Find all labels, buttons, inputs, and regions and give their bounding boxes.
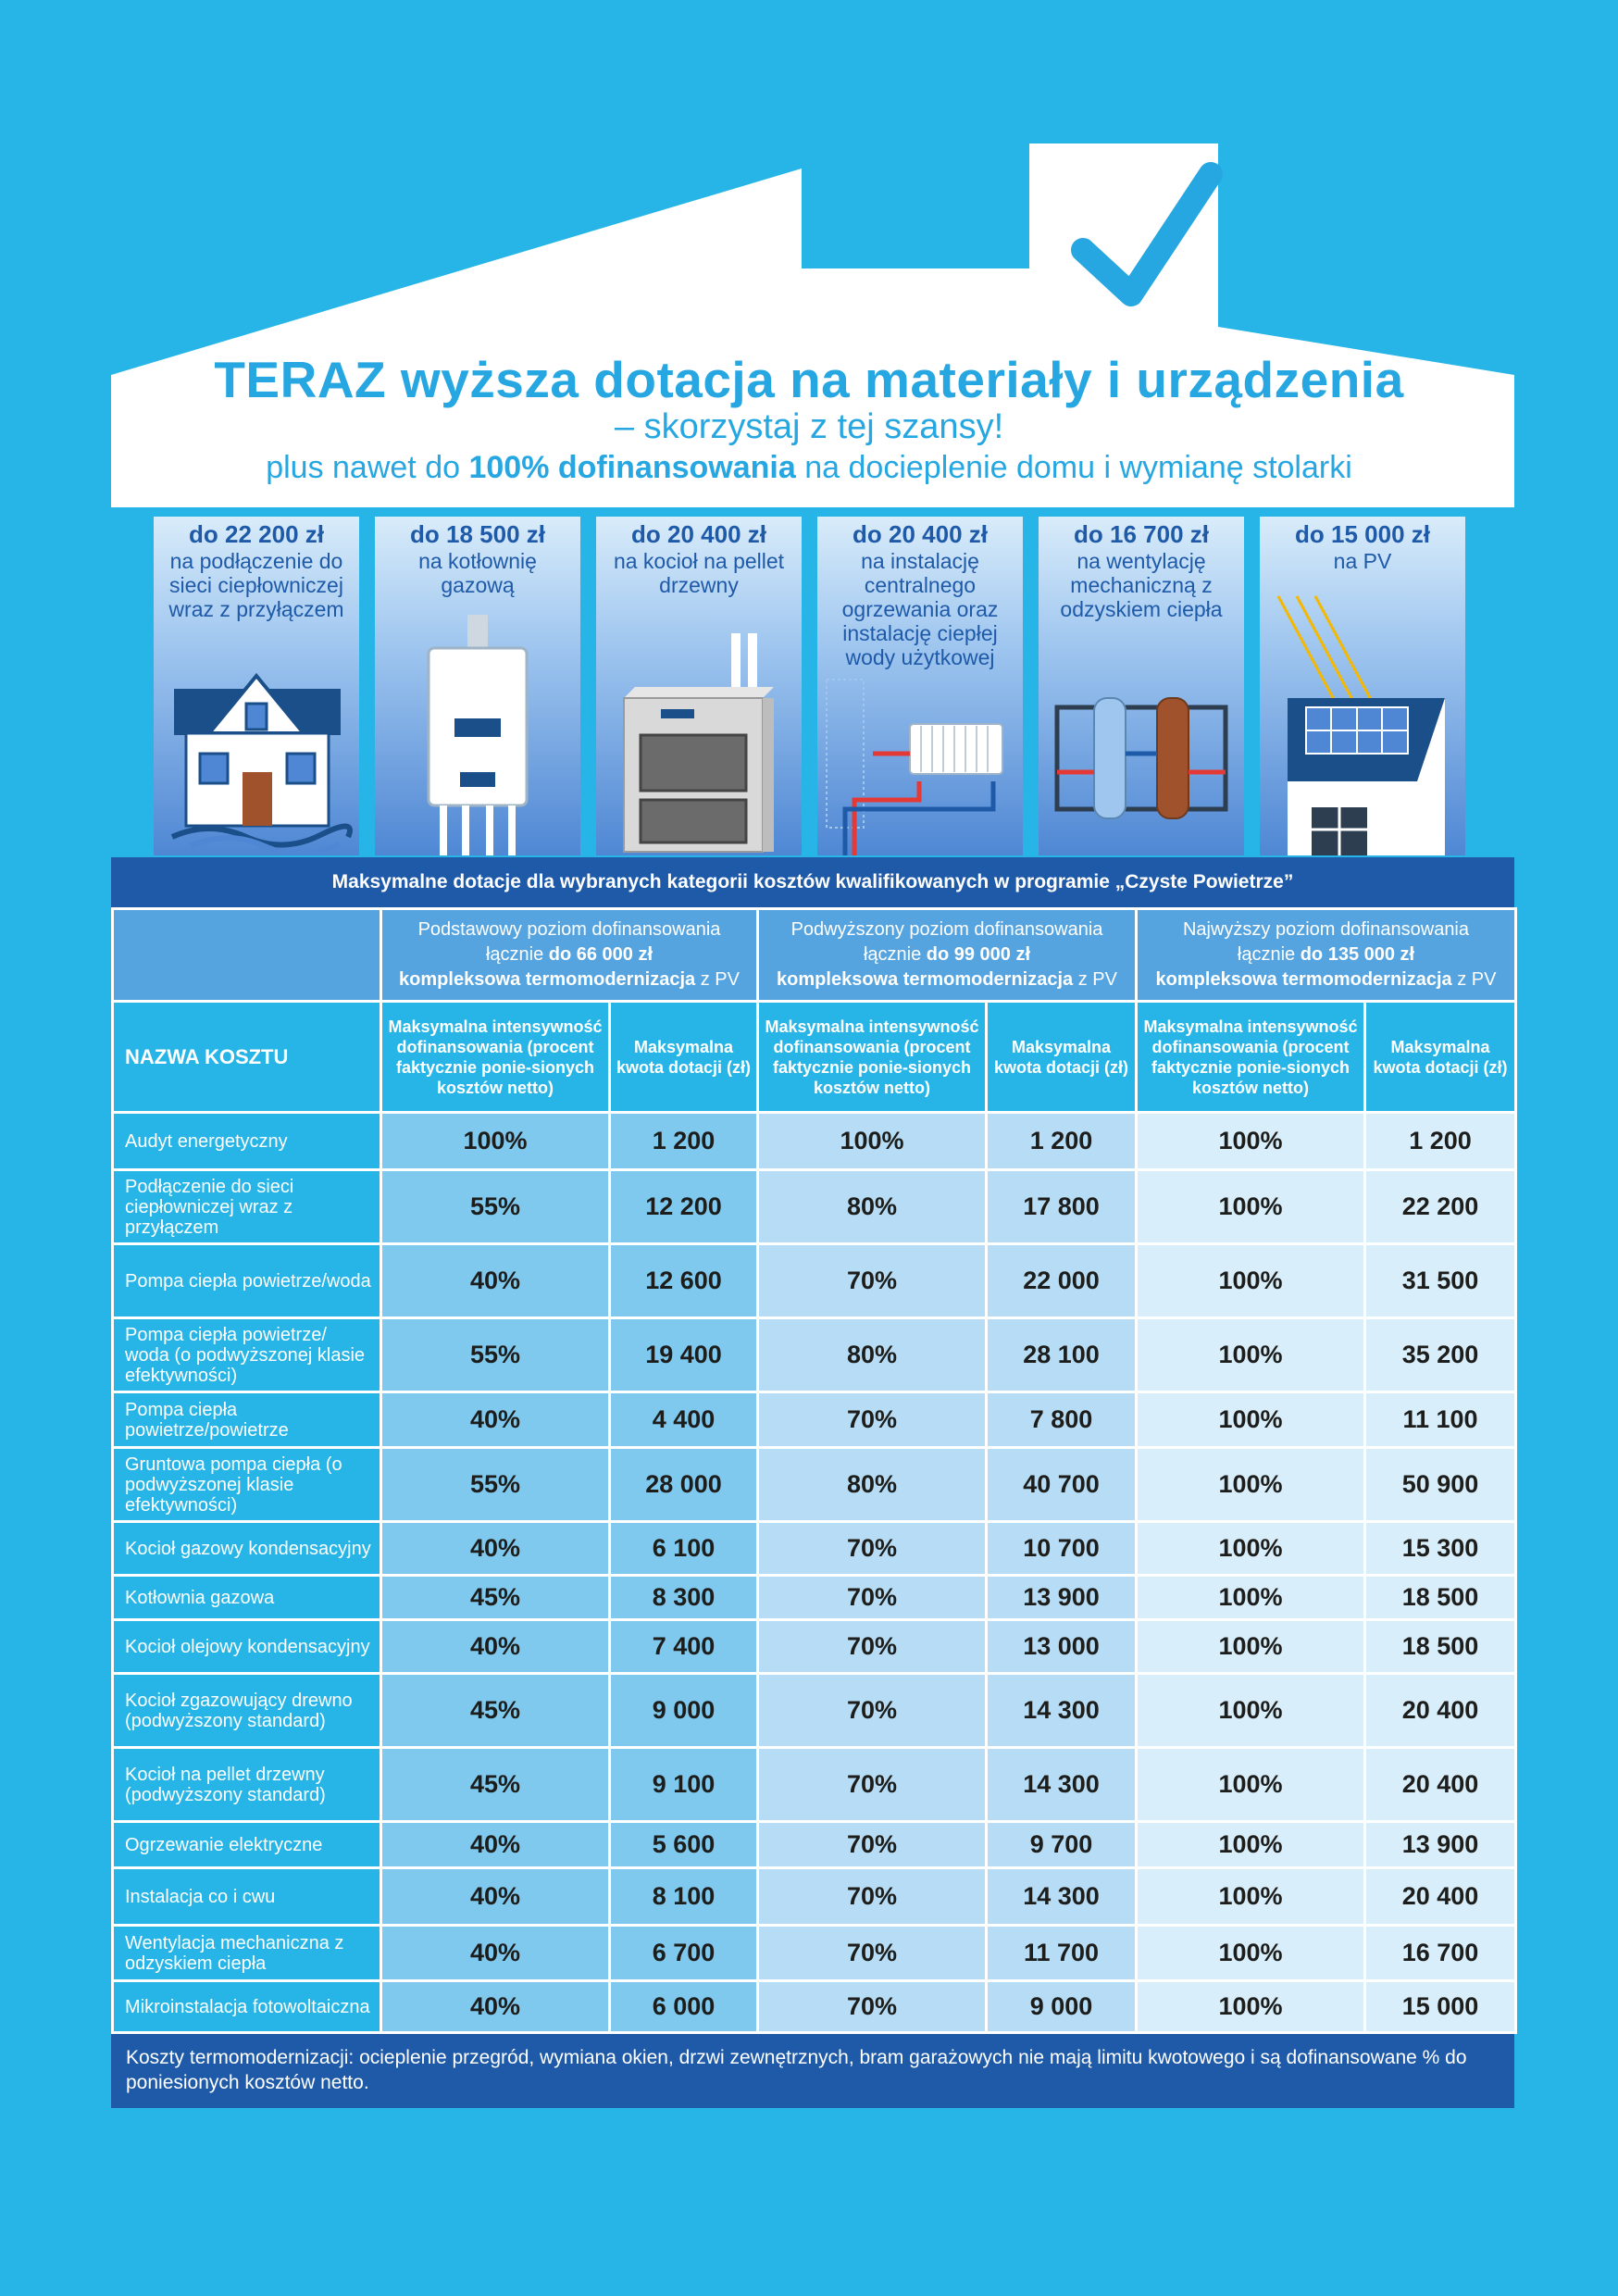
- intensity-cell: 70%: [758, 1748, 987, 1822]
- panel-description: na kocioł na pellet drzewny: [613, 549, 785, 597]
- intensity-cell: 55%: [381, 1318, 610, 1392]
- panel-amount: do 18 500 zł: [410, 520, 545, 548]
- table-row: [113, 1926, 1516, 1981]
- intensity-cell: 100%: [1137, 1170, 1365, 1244]
- intensity-cell: 100%: [1137, 1522, 1365, 1576]
- intensity-cell: 100%: [1137, 1620, 1365, 1674]
- intensity-cell: 70%: [758, 1576, 987, 1620]
- intensity-cell: 45%: [381, 1748, 610, 1822]
- cost-name-cell: Podłączenie do sieci ciepłowniczej wraz z przyłączem: [113, 1170, 381, 1244]
- amount-cell: 31 500: [1365, 1244, 1516, 1318]
- amount-cell: 6 000: [610, 1981, 758, 2033]
- panel-amount: do 20 400 zł: [853, 520, 988, 548]
- amount-cell: 7 400: [610, 1620, 758, 1674]
- amount-cell: 4 400: [610, 1392, 758, 1448]
- amount-cell: 22 000: [987, 1244, 1137, 1318]
- cost-name-cell: Mikroinstalacja fotowoltaiczna: [113, 1981, 381, 2033]
- amount-cell: 28 000: [610, 1448, 758, 1522]
- intensity-cell: 100%: [1137, 1748, 1365, 1822]
- panel-description: na instalację centralnego ogrzewania oraz instalację ciepłej wody użytkowej: [841, 549, 999, 669]
- panel-description: na wentylację mechaniczną z odzyskiem ciepła: [1060, 549, 1223, 621]
- panel-gas-boiler: [375, 517, 580, 855]
- table-footnote: Koszty termomodernizacji: ocieplenie przegród, wymiana okien, drzwi zewnętrznych, bram garażowych nie mają limitu kwotowego i są dofinansowane % do poniesionych kosztów netto.: [111, 2034, 1514, 2108]
- amount-cell: 22 200: [1365, 1170, 1516, 1244]
- cost-name-cell: Ogrzewanie elektryczne: [113, 1822, 381, 1868]
- level-raised-header: Podwyższony poziom dofinansowania łącznie do 99 000 zł kompleksowa termomodernizacja z PV: [758, 909, 1137, 1002]
- cost-name-cell: Audyt energetyczny: [113, 1113, 381, 1170]
- intensity-cell: 45%: [381, 1674, 610, 1748]
- amount-cell: 9 100: [610, 1748, 758, 1822]
- amount-cell: 35 200: [1365, 1318, 1516, 1392]
- intensity-cell: 70%: [758, 1620, 987, 1674]
- panel-district-heating: [154, 517, 359, 855]
- table-row: [113, 1244, 1516, 1318]
- panel-amount: do 22 200 zł: [189, 520, 324, 548]
- gas-boiler-icon: [375, 615, 580, 855]
- intensity-cell: 70%: [758, 1981, 987, 2033]
- intensity-cell: 100%: [381, 1113, 610, 1170]
- intensity-cell: 100%: [1137, 1113, 1365, 1170]
- intensity-cell: 40%: [381, 1822, 610, 1868]
- amount-cell: 16 700: [1365, 1926, 1516, 1981]
- intensity-cell: 100%: [758, 1113, 987, 1170]
- table-row: [113, 1113, 1516, 1170]
- intensity-cell: 100%: [1137, 1674, 1365, 1748]
- intensity-cell: 100%: [1137, 1244, 1365, 1318]
- intensity-cell: 40%: [381, 1620, 610, 1674]
- cost-name-cell: Kocioł gazowy kondensacyjny: [113, 1522, 381, 1576]
- panel-amount: do 20 400 zł: [631, 520, 766, 548]
- intensity-cell: 70%: [758, 1926, 987, 1981]
- amount-cell: 1 200: [987, 1113, 1137, 1170]
- table-row: [113, 1748, 1516, 1822]
- amount-cell: 20 400: [1365, 1748, 1516, 1822]
- amount-cell: 40 700: [987, 1448, 1137, 1522]
- amount-cell: 8 300: [610, 1576, 758, 1620]
- intensity-cell: 70%: [758, 1868, 987, 1926]
- amount-cell: 12 600: [610, 1244, 758, 1318]
- amount-cell: 13 000: [987, 1620, 1137, 1674]
- amount-cell: 6 700: [610, 1926, 758, 1981]
- amount-cell: 11 100: [1365, 1392, 1516, 1448]
- table-body: [113, 1113, 1516, 2033]
- house-icon: [154, 661, 359, 855]
- cost-name-cell: Kotłownia gazowa: [113, 1576, 381, 1620]
- intensity-cell: 80%: [758, 1318, 987, 1392]
- headline-title: TERAZ wyższa dotacja na materiały i urządzenia: [214, 351, 1404, 408]
- intensity-cell: 100%: [1137, 1318, 1365, 1392]
- amount-cell: 15 000: [1365, 1981, 1516, 2033]
- grants-table: [111, 907, 1517, 2034]
- cost-name-cell: Wentylacja mechaniczna z odzyskiem ciepła: [113, 1926, 381, 1981]
- table-row: [113, 1674, 1516, 1748]
- headline-subtitle: – skorzystaj z tej szansy!: [614, 407, 1004, 446]
- intensity-cell: 80%: [758, 1170, 987, 1244]
- intensity-cell: 70%: [758, 1522, 987, 1576]
- intensity-cell: 100%: [1137, 1392, 1365, 1448]
- amount-cell: 11 700: [987, 1926, 1137, 1981]
- amount-cell: 14 300: [987, 1748, 1137, 1822]
- intensity-cell: 55%: [381, 1448, 610, 1522]
- intensity-cell: 80%: [758, 1448, 987, 1522]
- amount-cell: 5 600: [610, 1822, 758, 1868]
- intensity-cell: 45%: [381, 1576, 610, 1620]
- table-row: [113, 1822, 1516, 1868]
- panel-description: na PV: [1333, 549, 1392, 573]
- table-row: [113, 1576, 1516, 1620]
- intensity-cell: 70%: [758, 1392, 987, 1448]
- intensity-header: Maksymalna intensywność dofinansowania (procent faktycznie ponie-sionych kosztów netto): [381, 1002, 610, 1113]
- table-row: [113, 1868, 1516, 1926]
- intensity-header: Maksymalna intensywność dofinansowania (procent faktycznie ponie-sionych kosztów netto): [758, 1002, 987, 1113]
- intensity-header: Maksymalna intensywność dofinansowania (procent faktycznie ponie-sionych kosztów netto): [1137, 1002, 1365, 1113]
- table-row: [113, 1318, 1516, 1392]
- intensity-cell: 70%: [758, 1674, 987, 1748]
- intensity-cell: 40%: [381, 1244, 610, 1318]
- cost-name-cell: Gruntowa pompa ciepła (o podwyższonej klasie efektywności): [113, 1448, 381, 1522]
- intensity-cell: 55%: [381, 1170, 610, 1244]
- amount-cell: 10 700: [987, 1522, 1137, 1576]
- table-row: [113, 1448, 1516, 1522]
- amount-cell: 13 900: [1365, 1822, 1516, 1868]
- solar-panel-icon: [1260, 578, 1465, 855]
- amount-cell: 6 100: [610, 1522, 758, 1576]
- grants-table-section: [111, 857, 1514, 2108]
- intensity-cell: 40%: [381, 1868, 610, 1926]
- cost-name-header: NAZWA KOSZTU: [113, 1002, 381, 1113]
- level-basic-header: Podstawowy poziom dofinansowania łącznie do 66 000 zł kompleksowa termomodernizacja z PV: [381, 909, 758, 1002]
- intensity-cell: 100%: [1137, 1822, 1365, 1868]
- intensity-cell: 100%: [1137, 1448, 1365, 1522]
- amount-cell: 7 800: [987, 1392, 1137, 1448]
- amount-cell: 1 200: [610, 1113, 758, 1170]
- amount-cell: 1 200: [1365, 1113, 1516, 1170]
- amount-header: Maksymalna kwota dotacji (zł): [1365, 1002, 1516, 1113]
- panel-pellet-boiler: [596, 517, 802, 855]
- amount-cell: 12 200: [610, 1170, 758, 1244]
- panel-description: na kotłownię gazową: [418, 549, 537, 597]
- panel-ventilation: [1039, 517, 1244, 855]
- amount-cell: 20 400: [1365, 1674, 1516, 1748]
- panel-amount: do 16 700 zł: [1074, 520, 1209, 548]
- amount-cell: 13 900: [987, 1576, 1137, 1620]
- intensity-cell: 100%: [1137, 1926, 1365, 1981]
- amount-cell: 18 500: [1365, 1620, 1516, 1674]
- radiator-icon: [817, 670, 1023, 855]
- amount-header: Maksymalna kwota dotacji (zł): [987, 1002, 1137, 1113]
- panel-amount: do 15 000 zł: [1295, 520, 1430, 548]
- intensity-cell: 40%: [381, 1981, 610, 2033]
- cost-name-cell: Kocioł olejowy kondensacyjny: [113, 1620, 381, 1674]
- amount-cell: 8 100: [610, 1868, 758, 1926]
- grant-panels: [111, 517, 1507, 855]
- table-row: [113, 1981, 1516, 2033]
- intensity-cell: 40%: [381, 1522, 610, 1576]
- amount-cell: 19 400: [610, 1318, 758, 1392]
- panel-central-heating: [817, 517, 1023, 855]
- cost-name-cell: Kocioł zgazowujący drewno (podwyższony standard): [113, 1674, 381, 1748]
- cost-name-cell: Pompa ciepła powietrze/woda: [113, 1244, 381, 1318]
- amount-cell: 28 100: [987, 1318, 1137, 1392]
- amount-cell: 9 700: [987, 1822, 1137, 1868]
- cost-name-cell: Pompa ciepła powietrze/ woda (o podwyższonej klasie efektywności): [113, 1318, 381, 1392]
- table-row: [113, 1620, 1516, 1674]
- amount-cell: 17 800: [987, 1170, 1137, 1244]
- intensity-cell: 70%: [758, 1244, 987, 1318]
- amount-cell: 18 500: [1365, 1576, 1516, 1620]
- table-row: [113, 1392, 1516, 1448]
- amount-cell: 9 000: [987, 1981, 1137, 2033]
- heat-recovery-icon: [1039, 670, 1244, 855]
- table-corner: [113, 909, 381, 1002]
- panel-pv: [1260, 517, 1465, 855]
- amount-cell: 50 900: [1365, 1448, 1516, 1522]
- panel-description: na podłączenie do sieci ciepłowniczej wraz z przyłączem: [168, 549, 344, 621]
- amount-cell: 14 300: [987, 1674, 1137, 1748]
- amount-cell: 20 400: [1365, 1868, 1516, 1926]
- intensity-cell: 40%: [381, 1926, 610, 1981]
- amount-header: Maksymalna kwota dotacji (zł): [610, 1002, 758, 1113]
- cost-name-cell: Kocioł na pellet drzewny (podwyższony standard): [113, 1748, 381, 1822]
- table-title: Maksymalne dotacje dla wybranych kategorii kosztów kwalifikowanych w programie „Czyste Powietrze”: [111, 857, 1514, 907]
- cost-name-cell: Pompa ciepła powietrze/powietrze: [113, 1392, 381, 1448]
- amount-cell: 9 000: [610, 1674, 758, 1748]
- table-row: [113, 1522, 1516, 1576]
- intensity-cell: 40%: [381, 1392, 610, 1448]
- cost-name-cell: Instalacja co i cwu: [113, 1868, 381, 1926]
- amount-cell: 14 300: [987, 1868, 1137, 1926]
- amount-cell: 15 300: [1365, 1522, 1516, 1576]
- table-row: [113, 1170, 1516, 1244]
- intensity-cell: 100%: [1137, 1576, 1365, 1620]
- headline-offer: plus nawet do 100% dofinansowania na docieplenie domu i wymianę stolarki: [266, 450, 1352, 485]
- intensity-cell: 100%: [1137, 1981, 1365, 2033]
- intensity-cell: 70%: [758, 1822, 987, 1868]
- pellet-boiler-icon: [596, 633, 802, 855]
- intensity-cell: 100%: [1137, 1868, 1365, 1926]
- level-highest-header: Najwyższy poziom dofinansowania łącznie do 135 000 zł kompleksowa termomodernizacja z PV: [1137, 909, 1516, 1002]
